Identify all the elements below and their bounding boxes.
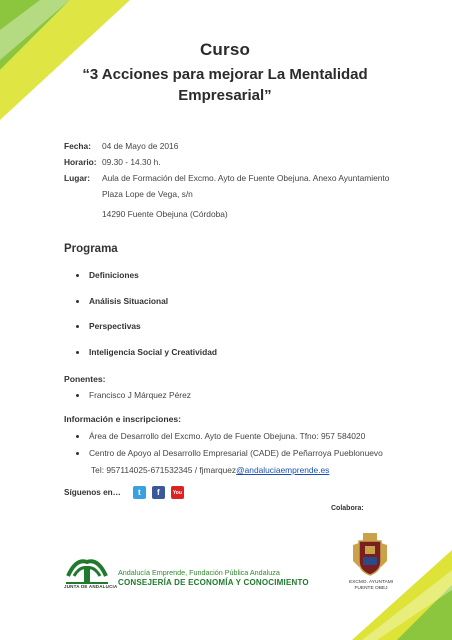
colabora-label: Colabora: [331,505,364,512]
social-icons [133,486,184,499]
inscripciones-heading: Información e inscripciones: [64,414,181,424]
event-info [64,140,394,228]
junta-andalucia-logo [62,552,112,588]
list-item: Centro de Apoyo al Desarrollo Empresarial (CADE) de Peñarroya Pueblonuevo [76,448,396,465]
andalucia-emprende-text: Andalucía Emprende, Fundación Pública Andaluza [118,568,280,577]
fecha-row [64,140,394,152]
list-item: Análisis Situacional [76,296,217,322]
bullet-icon [76,325,79,328]
course-title-line1: “3 Acciones para mejorar La Mentalidad [82,66,368,83]
horario-row [64,156,394,168]
bullet-icon [76,394,79,397]
bullet-icon [76,452,79,455]
junta-logo-text: JUNTA DE ANDALUCIA [64,584,118,589]
direccion: Plaza Lope de Vega, s/n [102,189,193,199]
course-title-line2: Empresarial” [178,87,272,104]
telefono-contacto: Tel: 957114025-671532345 / fjmarquez@andaluciaemprende.es [91,465,330,475]
ponentes-heading: Ponentes: [64,374,106,384]
lugar-label: Lugar: [64,173,91,183]
social-section [64,486,184,499]
list-item: Área de Desarrollo del Excmo. Ayto de Fuente Obejuna. Tfno: 957 584020 [76,431,396,448]
bullet-icon [76,300,79,303]
list-item: Inteligencia Social y Creatividad [76,347,217,373]
inscripciones-list [76,431,396,465]
bullet-icon [76,351,79,354]
codigo-postal: 14290 Fuente Obejuna (Córdoba) [102,209,228,219]
horario-label: Horario: [64,157,97,167]
youtube-icon[interactable]: You [171,486,184,499]
course-header [60,40,390,104]
consejeria-text: CONSEJERÍA DE ECONOMÍA Y CONOCIMIENTO [118,578,309,587]
siguenos-label: Síguenos en… [64,488,121,497]
bullet-icon [76,435,79,438]
list-item: Definiciones [76,270,217,296]
email-link[interactable]: @andaluciaemprende.es [236,465,330,475]
ayuntamiento-text: EXCMO. AYUNTAMI FUENTE OBEJ [348,580,394,591]
course-label: Curso [199,40,251,59]
twitter-icon[interactable]: t [133,486,146,499]
lugar-row [64,172,394,184]
bullet-icon [76,274,79,277]
programa-list [76,270,217,372]
lugar-value: Aula de Formación del Excmo. Ayto de Fuente Obejuna. Anexo Ayuntamiento [102,173,390,183]
horario-value: 09.30 - 14.30 h. [102,157,161,167]
programa-heading: Programa [64,243,118,255]
ayuntamiento-crest-icon [351,531,389,577]
fecha-value: 04 de Mayo de 2016 [102,141,179,151]
facebook-icon[interactable]: f [152,486,165,499]
list-item: Perspectivas [76,321,217,347]
list-item: Francisco J Márquez Pérez [76,390,191,400]
fecha-label: Fecha: [64,141,91,151]
